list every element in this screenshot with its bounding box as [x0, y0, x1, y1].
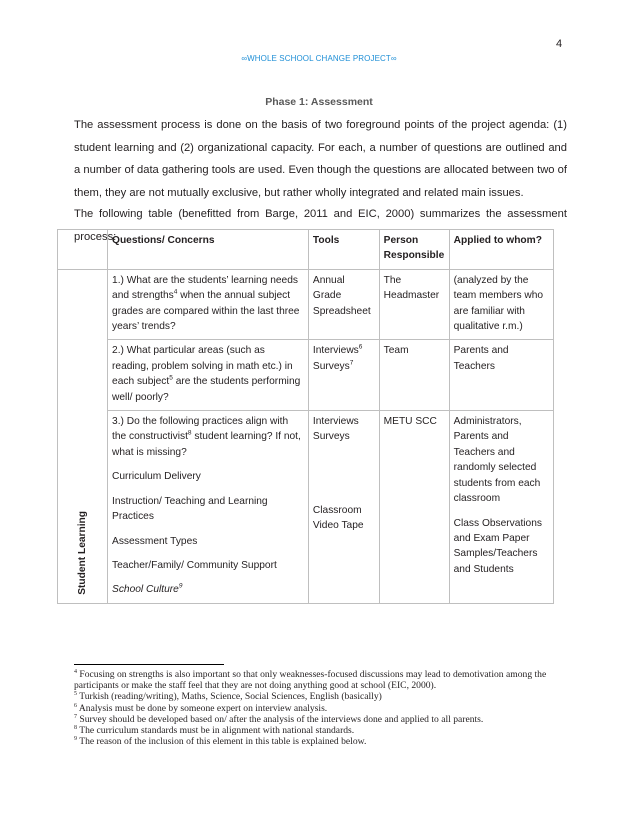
tools-cell: Interviews Surveys Classroom Video Tape	[308, 411, 379, 604]
question-cell: 1.) What are the students’ learning needs and strengths$^4$ when the annual subject grades are compared within the last three years’ trends?	[108, 269, 309, 340]
footnote: $^6$ Analysis must be done by someone expert on interview analysis.	[74, 702, 328, 714]
practice-item: Assessment Types	[112, 535, 198, 547]
footnote: $^4$ Focusing on strengths is also important so that only weaknesses-focused discussions may lead to demotivation among the participants or make the staff feel that they are not doing anything good at school (EIC, 2000).	[74, 668, 547, 692]
table-intro-paragraph: The following table (benefitted from Barge, 2011 and EIC, 2000) summarizes the assessment process:	[74, 208, 567, 243]
footnote-ref: 6	[358, 344, 363, 352]
footnote-ref: 5	[169, 374, 173, 382]
applied-cell: (analyzed by the team members who are familiar with qualitative r.m.)	[449, 269, 553, 340]
footnote: $^9$ The reason of the inclusion of this element in this table is explained below.	[74, 736, 367, 748]
footnote-ref: 8	[187, 430, 192, 438]
tools-cell: Annual Grade Spreadsheet	[308, 269, 379, 340]
section-title: Phase 1: Assessment	[265, 96, 373, 108]
header-questions: Questions/ Concerns	[108, 230, 309, 270]
applied-cell: Administrators, Parents and Teachers and randomly selected students from each classroom Class Observations and Exam Paper Samples/Teachers and Students	[449, 411, 553, 604]
practice-item: Teacher/Family/ Community Support	[112, 559, 277, 571]
table-header-row	[58, 230, 554, 270]
practice-item: School Culture$^9$	[112, 582, 183, 596]
header-applied: Applied to whom?	[449, 230, 553, 270]
assessment-table	[57, 229, 554, 604]
table-row	[58, 269, 554, 340]
page-number: 4	[556, 38, 563, 50]
footnote-ref: 4	[173, 288, 178, 296]
table-row	[58, 411, 554, 604]
practice-item: Curriculum Delivery	[112, 471, 201, 483]
person-cell: Team	[379, 340, 449, 411]
footnote-ref: 7	[349, 359, 354, 367]
applied-cell: Parents and Teachers	[449, 340, 553, 411]
footnote: $^8$ The curriculum standards must be in alignment with national standards.	[74, 724, 355, 737]
footnote: $^7$ Survey should be developed based on/ after the analysis of the interviews done and applied to all parents.	[74, 713, 484, 725]
person-cell: The Headmaster	[379, 269, 449, 340]
side-label: Student Learning	[76, 510, 88, 595]
intro-paragraph: The assessment process is done on the basis of two foreground points of the project agenda: (1) student learning and (2) organizational capacity. For each, a number of questions are outlined and a number of data gathering tools are used. Even though the questions are allocated between two of them, they are not mutually exclusive, but rather wholly integrated and related main issues.	[74, 119, 567, 199]
question-cell: 3.) Do the following practices align with the constructivist$^8$ student learning? If not, what is missing? Curriculum Delivery Instruction/ Teaching and Learning Practices Assessment Types Teacher/Family/ Community Support School Culture$^9$	[108, 411, 309, 604]
footnotes	[74, 669, 574, 747]
footnote-ref: 9	[178, 582, 183, 590]
running-header: ∞WHOLE SCHOOL CHANGE PROJECT∞	[241, 54, 397, 63]
header-person: Person Responsible	[379, 230, 449, 270]
tools-cell: Interviews$^6$ Surveys$^7$	[308, 340, 379, 411]
question-cell: 2.) What particular areas (such as reading, problem solving in math etc.) in each subject$^5$ are the students performing well/ poorly?	[108, 340, 309, 411]
side-label-cell	[58, 269, 108, 603]
table-row	[58, 340, 554, 411]
header-empty-cell	[58, 230, 108, 270]
footnote-rule	[74, 664, 224, 665]
header-tools: Tools	[308, 230, 379, 270]
practice-item: Instruction/ Teaching and Learning Practices	[112, 495, 268, 523]
footnote: $^5$ Turkish (reading/writing), Maths, Science, Social Sciences, English (basically)	[74, 691, 382, 703]
person-cell: METU SCC	[379, 411, 449, 604]
